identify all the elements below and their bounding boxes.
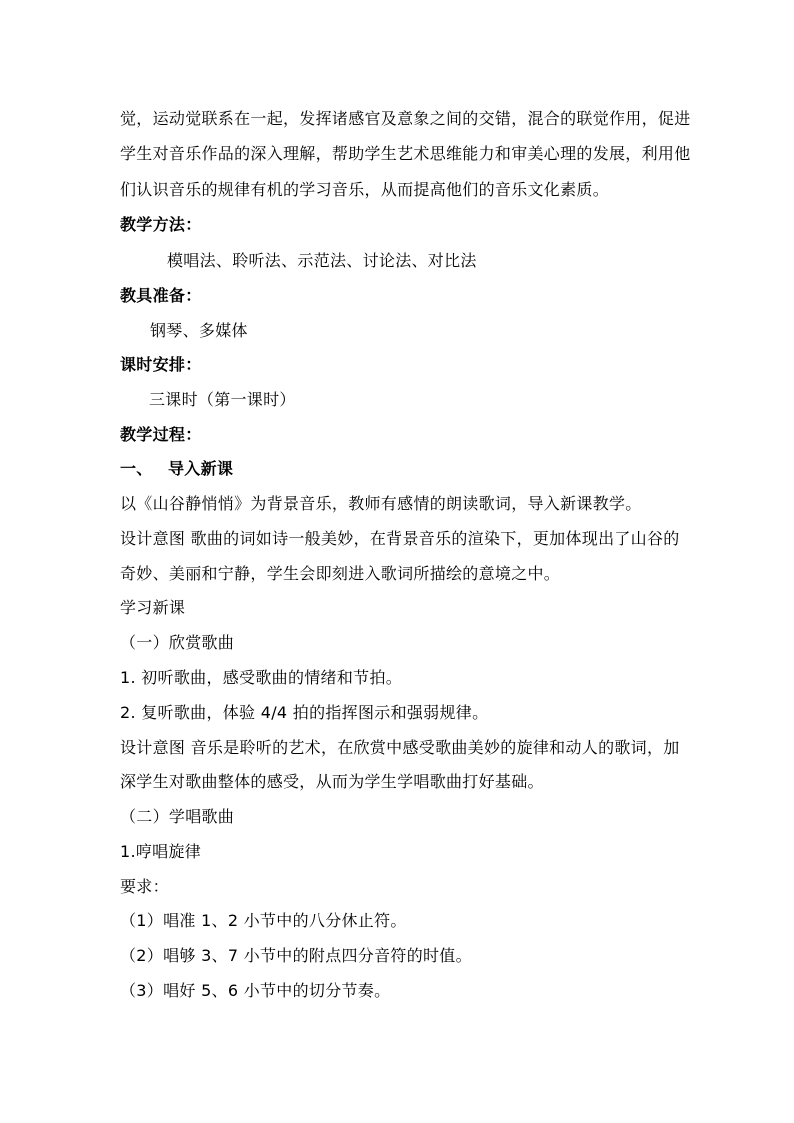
equipment-content: 钢琴、多媒体 bbox=[150, 321, 248, 340]
schedule-heading: 课时安排： bbox=[120, 355, 202, 374]
requirement-item-2: （2）唱够 3、7 小节中的附点四分音符的时值。 bbox=[120, 946, 472, 965]
design-intent-1-line-1: 设计意图 歌曲的词如诗一般美妙，在背景音乐的渲染下，更加体现出了山谷的 bbox=[120, 529, 680, 548]
learn-new-heading: 学习新课 bbox=[120, 598, 186, 617]
sub1-item-2: 2. 复听歌曲，体验 4/4 拍的指挥图示和强弱规律。 bbox=[120, 703, 489, 722]
process-heading: 教学过程： bbox=[120, 425, 202, 444]
section-1-heading bbox=[120, 459, 233, 479]
intro-line-2: 学生对音乐作品的深入理解，帮助学生艺术思维能力和审美心理的发展，利用他 bbox=[120, 144, 691, 163]
design-intent-2-line-1: 设计意图 音乐是聆听的艺术，在欣赏中感受歌曲美妙的旋律和动人的歌词，加 bbox=[120, 738, 680, 757]
intro-line-1: 觉，运动觉联系在一起，发挥诸感官及意象之间的交错，混合的联觉作用，促进 bbox=[120, 109, 691, 128]
intro-activity: 以《山谷静悄悄》为背景音乐，教师有感情的朗读歌词，导入新课教学。 bbox=[120, 494, 642, 513]
methods-content: 模唱法、聆听法、示范法、讨论法、对比法 bbox=[167, 251, 477, 270]
hum-melody-title: 1.哼唱旋律 bbox=[120, 842, 202, 861]
sub1-item-1: 1. 初听歌曲，感受歌曲的情绪和节拍。 bbox=[120, 668, 403, 687]
schedule-content: 三课时（第一课时） bbox=[149, 390, 296, 409]
subsection-2-heading: （二）学唱歌曲 bbox=[120, 807, 235, 826]
design-intent-2-line-2: 深学生对歌曲整体的感受，从而为学生学唱歌曲打好基础。 bbox=[120, 772, 544, 791]
subsection-1-heading: （一）欣赏歌曲 bbox=[120, 633, 235, 652]
section-1-number: 一、 bbox=[120, 459, 153, 478]
requirements-label: 要求： bbox=[120, 877, 169, 896]
section-1-title: 导入新课 bbox=[168, 459, 234, 478]
requirement-item-3: （3）唱好 5、6 小节中的切分节奏。 bbox=[120, 981, 391, 1000]
methods-heading: 教学方法： bbox=[120, 215, 202, 234]
intro-line-3: 们认识音乐的规律有机的学习音乐，从而提高他们的音乐文化素质。 bbox=[120, 180, 610, 199]
design-intent-1-line-2: 奇妙、美丽和宁静，学生会即刻进入歌词所描绘的意境之中。 bbox=[120, 564, 561, 583]
equipment-heading: 教具准备： bbox=[120, 286, 202, 305]
requirement-item-1: （1）唱准 1、2 小节中的八分休止符。 bbox=[120, 911, 407, 930]
